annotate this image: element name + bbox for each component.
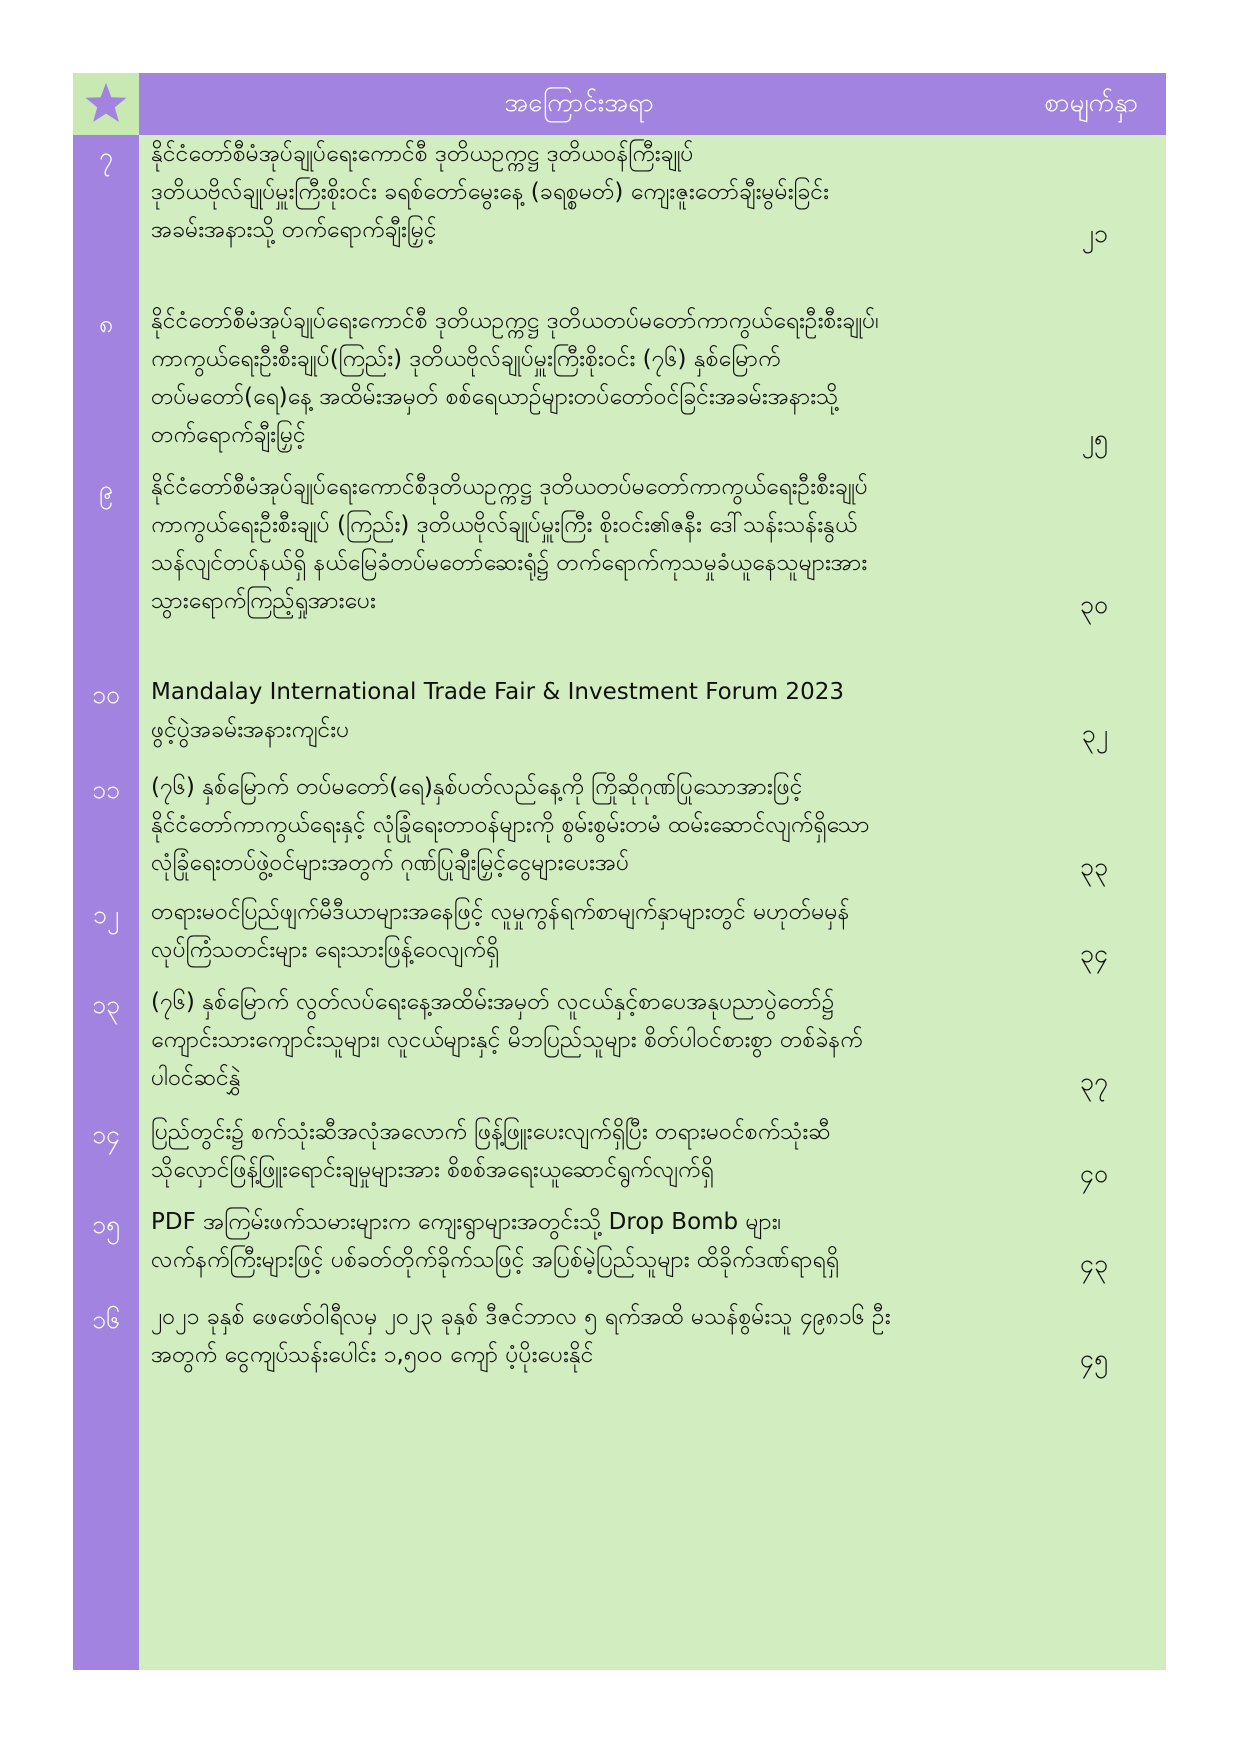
entry-title-line: Mandalay International Trade Fair & Investment Forum 2023 — [151, 679, 844, 705]
entry-title-line: အခမ်းအနားသို့ တက်ရောက်ချီးမြှင့် — [151, 217, 437, 243]
entry-title — [151, 768, 1011, 882]
entry-title-line: (၇၆) နှစ်မြောက် လွတ်လပ်ရေးနေ့အထိမ်းအမှတ် လူငယ်နှင့်စာပေအနုပညာပွဲတော်၌ — [151, 989, 835, 1015]
entry-page-number: ၃၂ — [1081, 719, 1108, 748]
entry-number: ၇ — [98, 142, 114, 171]
entry-page-number: ၃၄ — [1079, 939, 1108, 968]
entry-number: ၁၀ — [91, 680, 121, 709]
entry-number: ၁၃ — [91, 990, 121, 1019]
entry-number: ၁၆ — [91, 1305, 121, 1334]
entry-page-number: ၃၃ — [1079, 852, 1108, 881]
toc-title: အကြောင်းအရာ — [504, 87, 654, 118]
entry-title-line: သိုလှောင်ဖြန့်ဖြူးရောင်းချမှုများအား စိစစ်အရေးယူဆောင်ရွက်လျက်ရှိ — [151, 1157, 714, 1183]
entry-title-line: ပြည်တွင်း၌ စက်သုံးဆီအလုံအလောက် ဖြန့်ဖြူးပေးလျက်ရှိပြီး တရားမဝင်စက်သုံးဆီ — [151, 1119, 831, 1145]
entry-page-number: ၃၀ — [1079, 590, 1108, 619]
entry-title-line: PDF အကြမ်းဖက်သမားများက ကျေးရွာများအတွင်းသို့ Drop Bomb များ၊ — [151, 1209, 782, 1235]
entry-title-line: သန်လျင်တပ်နယ်ရှိ နယ်မြေခံတပ်မတော်ဆေးရုံ၌ တက်ရောက်ကုသမှုခံယူနေသူများအား — [151, 550, 868, 576]
entry-title-line: လက်နက်ကြီးများဖြင့် ပစ်ခတ်တိုက်ခိုက်သဖြင့် အပြစ်မဲ့ပြည်သူများ ထိခိုက်ဒဏ်ရာရရှိ — [151, 1247, 839, 1273]
entry-title — [151, 893, 1011, 969]
entry-title-line: ကာကွယ်ရေးဦးစီးချုပ် (ကြည်း) ဒုတိယဗိုလ်ချုပ်မှူးကြီး စိုးဝင်း၏ဇနီး ဒေါ်သန်းသန်းနွယ် — [151, 512, 858, 538]
table-of-contents — [73, 73, 1166, 1670]
entry-title-line: ၂၀၂၁ ခုနှစ် ဖေဖော်ဝါရီလမှ ၂၀၂၃ ခုနှစ် ဒီဇင်ဘာလ ၅ ရက်အထိ မသန်စွမ်းသူ ၄၉၈၁၆ ဦး — [151, 1304, 891, 1330]
entry-title-line: တက်ရောက်ချီးမြှင့် — [151, 422, 306, 448]
entry-title-line: လုံခြုံရေးတပ်ဖွဲ့ဝင်များအတွက် ဂုဏ်ပြုချီးမြှင့်ငွေများပေးအပ် — [151, 850, 630, 876]
entry-title — [151, 673, 1011, 749]
entry-title-line: နိုင်ငံတော်စီမံအုပ်ချုပ်ရေးကောင်စီ ဒုတိယဥက္ကဋ္ဌ ဒုတိယတပ်မတော်ကာကွယ်ရေးဦးစီးချုပ်၊ — [151, 308, 879, 334]
entry-title — [151, 983, 1011, 1097]
star-cell — [73, 73, 139, 135]
entry-title-line: လုပ်ကြံသတင်းများ ရေးသားဖြန့်ဝေလျက်ရှိ — [151, 937, 499, 963]
entry-page-number: ၂၁ — [1081, 219, 1108, 248]
page-column-header: စာမျက်နှာ — [1044, 87, 1138, 118]
entry-number: ၁၄ — [91, 1120, 121, 1149]
entry-title-line: သွားရောက်ကြည့်ရှုအားပေး — [151, 588, 376, 614]
entry-title-line: ကာကွယ်ရေးဦးစီးချုပ်(ကြည်း) ဒုတိယဗိုလ်ချုပ်မှူးကြီးစိုးဝင်း (၇၆) နှစ်မြောက် — [151, 346, 781, 372]
entry-title-line: ကျောင်းသားကျောင်းသူများ၊ လူငယ်များနှင့် မိဘပြည်သူများ စိတ်ပါဝင်စားစွာ တစ်ခဲနက် — [151, 1027, 863, 1053]
entry-title-line: နိုင်ငံတော်စီမံအုပ်ချုပ်ရေးကောင်စီဒုတိယဥက္ကဋ္ဌ ဒုတိယတပ်မတော်ကာကွယ်ရေးဦးစီးချုပ် — [151, 474, 868, 500]
entry-title-line: နိုင်ငံတော်ကာကွယ်ရေးနှင့် လုံခြုံရေးတာဝန်များကို စွမ်းစွမ်းတမံ ထမ်းဆောင်လျက်ရှိသော — [151, 812, 870, 838]
entry-title-line: အတွက် ငွေကျပ်သန်းပေါင်း ၁,၅၀၀ ကျော် ပံ့ပိုးပေးနိုင် — [151, 1342, 594, 1368]
entry-title-line: ဖွင့်ပွဲအခမ်းအနားကျင်းပ — [151, 717, 350, 743]
entry-title — [151, 1203, 1011, 1279]
entry-page-number: ၄၀ — [1079, 1159, 1108, 1188]
entry-title — [151, 1113, 1011, 1189]
entry-number: ၈ — [98, 309, 114, 338]
entry-title — [151, 468, 1011, 620]
entry-page-number: ၃၇ — [1079, 1067, 1108, 1096]
entry-title — [151, 1298, 1011, 1374]
entry-number: ၁၅ — [91, 1210, 121, 1239]
entry-title-line: တရားမဝင်ပြည်ဖျက်မီဒီယာများအနေဖြင့် လူမှုကွန်ရက်စာမျက်နှာများတွင် မဟုတ်မမှန် — [151, 899, 850, 925]
entry-title-line: နိုင်ငံတော်စီမံအုပ်ချုပ်ရေးကောင်စီ ဒုတိယဥက္ကဋ္ဌ ဒုတိယဝန်ကြီးချုပ် — [151, 141, 694, 167]
toc-header — [73, 73, 1166, 135]
entry-title-line: ဒုတိယဗိုလ်ချုပ်မှူးကြီးစိုးဝင်း ခရစ်တော်မွေးနေ့ (ခရစ္စမတ်) ကျေးဇူးတော်ချီးမွမ်းခြင်း — [151, 179, 829, 205]
entry-page-number: ၂၅ — [1081, 424, 1108, 453]
entry-number: ၁၂ — [92, 900, 120, 929]
entry-title — [151, 302, 1011, 454]
entry-page-number: ၄၅ — [1079, 1344, 1108, 1373]
star-icon — [82, 80, 130, 128]
entry-title-line: တပ်မတော်(ရေ)နေ့ အထိမ်းအမှတ် စစ်ရေယာဉ်များတပ်တော်ဝင်ခြင်းအခမ်းအနားသို့ — [151, 384, 839, 410]
entry-title-line: (၇၆) နှစ်မြောက် တပ်မတော်(ရေ)နှစ်ပတ်လည်နေ့ကို ကြိုဆိုဂုဏ်ပြုသောအားဖြင့် — [151, 774, 803, 800]
entry-title — [151, 135, 1011, 249]
entry-number: ၉ — [98, 475, 114, 504]
entry-title-line: ပါဝင်ဆင်နွှဲ — [151, 1065, 241, 1091]
title-bar — [139, 73, 1166, 135]
entry-page-number: ၄၃ — [1079, 1249, 1108, 1278]
entry-number: ၁၁ — [91, 775, 121, 804]
